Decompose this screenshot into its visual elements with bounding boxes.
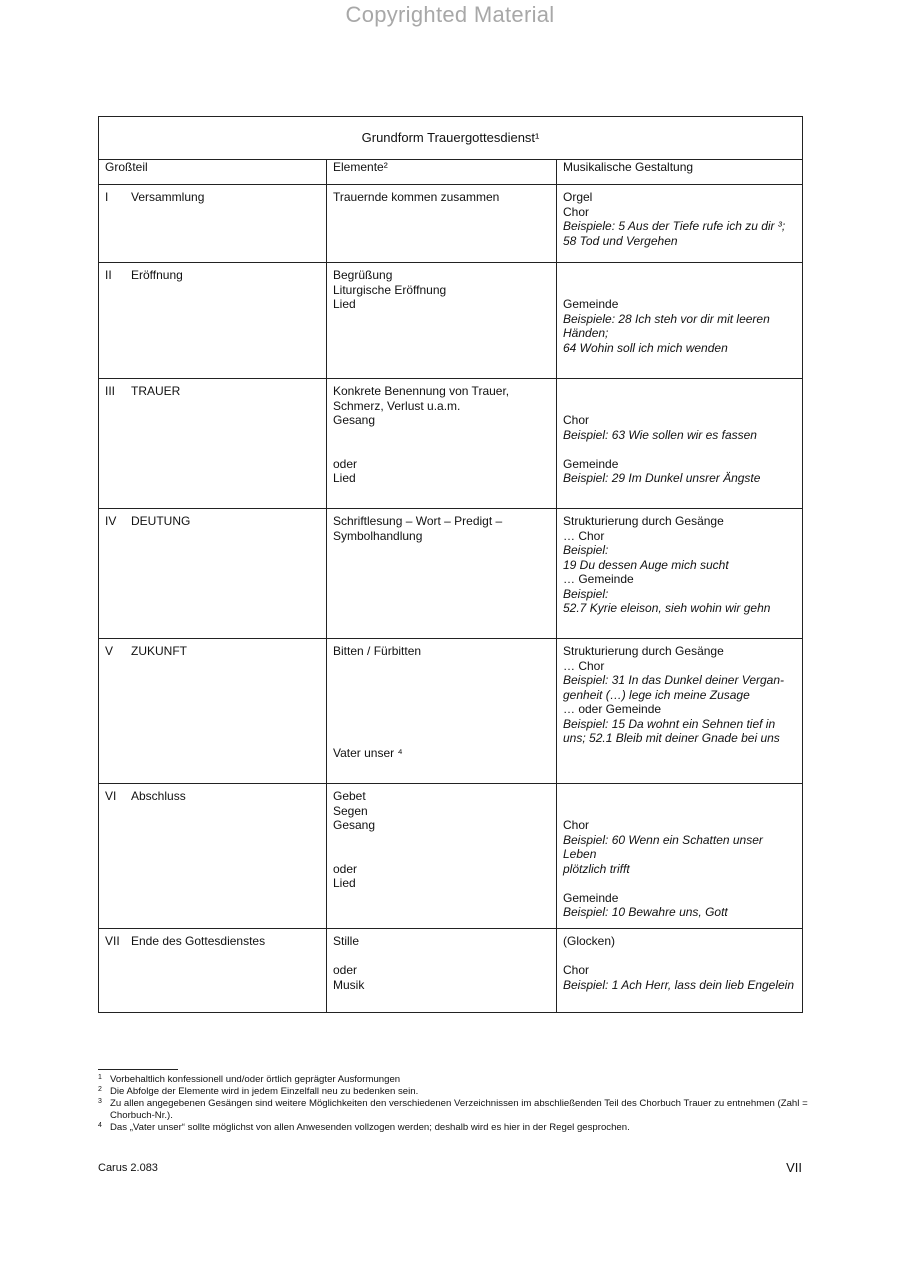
music-line: Strukturierung durch Gesänge <box>563 514 724 528</box>
footnote-text: Vorbehaltlich konfessionell und/oder örtlich geprägter Ausformungen <box>110 1074 401 1085</box>
element-line <box>333 702 550 717</box>
music-cell <box>557 263 803 379</box>
element-line <box>333 949 550 964</box>
music-line: Strukturierung durch Gesänge <box>563 644 724 658</box>
element-line: Vater unser ⁴ <box>333 745 403 760</box>
part-cell <box>99 639 327 784</box>
music-line <box>563 876 796 891</box>
element-line <box>333 442 550 457</box>
music-line: Chor <box>563 204 590 219</box>
header-elements: Elemente² <box>327 160 557 185</box>
footnote-text: Die Abfolge der Elemente wird in jedem Einzelfall neu zu bedenken sein. <box>110 1086 419 1097</box>
part-name: DEUTUNG <box>131 514 191 528</box>
part-name: Abschluss <box>131 789 186 803</box>
service-structure-table <box>98 116 803 1013</box>
part-number: VII <box>105 934 120 948</box>
music-cell <box>557 509 803 639</box>
part-cell <box>99 509 327 639</box>
element-line: Lied <box>333 471 356 485</box>
part-cell <box>99 929 327 1013</box>
music-line: genheit (…) lege ich meine Zusage <box>563 687 750 702</box>
element-line: Schriftlesung – Wort – Predigt – <box>333 514 503 528</box>
part-cell <box>99 185 327 263</box>
element-line: oder <box>333 963 358 977</box>
table-row <box>99 929 803 1013</box>
footnote-marker: 1 <box>98 1074 102 1081</box>
part-name: Eröffnung <box>131 268 183 282</box>
part-cell <box>99 379 327 509</box>
page-number: VII <box>786 1160 802 1175</box>
music-line: Chor <box>563 413 590 427</box>
element-line <box>333 833 550 848</box>
element-line: Trauernde kommen zusammen <box>333 190 500 204</box>
music-line: 19 Du dessen Auge mich sucht <box>563 557 729 572</box>
footnote-text: Das „Vater unser“ sollte möglichst von allen Anwesenden vollzogen werden; deshalb wird es hier in der Regel gesprochen. <box>110 1122 630 1133</box>
element-line <box>333 428 550 443</box>
music-line: Chor <box>563 963 590 977</box>
music-line: … Chor <box>563 658 605 673</box>
table-title: Grundform Trauergottesdienst¹ <box>99 117 803 160</box>
footnote <box>98 1074 808 1086</box>
table-row <box>99 639 803 784</box>
element-line: Liturgische Eröffnung <box>333 282 447 297</box>
footnote-marker: 3 <box>98 1098 102 1105</box>
music-line: (Glocken) <box>563 934 616 948</box>
elements-cell <box>327 185 557 263</box>
part-number: V <box>105 644 114 658</box>
music-line: 58 Tod und Vergehen <box>563 233 678 248</box>
table-row <box>99 263 803 379</box>
header-part: Großteil <box>99 160 327 185</box>
table-row <box>99 185 803 263</box>
music-line: Beispiele: 5 Aus der Tiefe rufe ich zu dir ³; <box>563 219 786 233</box>
footnote <box>98 1098 808 1122</box>
part-number: VI <box>105 789 117 803</box>
table-row <box>99 379 803 509</box>
part-number: I <box>105 190 109 204</box>
music-line: Beispiel: 63 Wie sollen wir es fassen <box>563 427 757 442</box>
element-line: oder <box>333 861 358 876</box>
music-line: Beispiel: <box>563 586 609 601</box>
footnote-divider <box>98 1069 178 1070</box>
footnotes <box>98 1074 808 1134</box>
part-name: TRAUER <box>131 384 181 398</box>
footnote-text: Zu allen angegebenen Gesängen sind weitere Möglichkeiten den verschiedenen Verzeichnissen im abschließenden Teil des Chorbuch Trauer zu entnehmen (Zahl = Chorbuch-Nr.). <box>110 1098 808 1121</box>
part-number: III <box>105 384 116 398</box>
music-line: Händen; <box>563 326 609 340</box>
music-cell <box>557 185 803 263</box>
element-line: Gebet <box>333 789 366 803</box>
music-cell <box>557 784 803 929</box>
music-line: Beispiele: 28 Ich steh vor dir mit leeren <box>563 311 770 326</box>
music-line: Beispiel: 10 Bewahre uns, Gott <box>563 905 728 919</box>
music-line: Beispiel: 29 Im Dunkel unsrer Ängste <box>563 471 761 485</box>
music-line: Beispiel: 1 Ach Herr, lass dein lieb Engelein <box>563 977 795 992</box>
elements-cell <box>327 929 557 1013</box>
element-line: Segen <box>333 803 368 818</box>
element-line <box>333 847 550 862</box>
music-line <box>563 399 796 414</box>
music-line: Beispiel: <box>563 543 609 557</box>
music-cell <box>557 639 803 784</box>
element-line: oder <box>333 456 358 471</box>
music-cell <box>557 379 803 509</box>
footnote-marker: 2 <box>98 1086 102 1093</box>
elements-cell <box>327 639 557 784</box>
music-line: Beispiel: 60 Wenn ein Schatten unser Leben <box>563 832 763 861</box>
part-cell <box>99 784 327 929</box>
element-line: Konkrete Benennung von Trauer, <box>333 384 510 398</box>
element-line <box>333 688 550 703</box>
music-line: … Chor <box>563 528 605 543</box>
part-name: ZUKUNFT <box>131 644 187 658</box>
music-line: Gemeinde <box>563 890 619 905</box>
elements-cell <box>327 784 557 929</box>
footnote <box>98 1086 808 1098</box>
part-cell <box>99 263 327 379</box>
footnote-marker: 4 <box>98 1122 102 1129</box>
music-cell <box>557 929 803 1013</box>
music-line <box>563 789 796 804</box>
part-name: Ende des Gottesdienstes <box>131 934 266 948</box>
music-line <box>563 442 796 457</box>
music-line: uns; 52.1 Bleib mit deiner Gnade bei uns <box>563 731 780 745</box>
music-line: … oder Gemeinde <box>563 702 662 716</box>
part-number: II <box>105 268 112 282</box>
element-line: Bitten / Fürbitten <box>333 644 422 658</box>
music-line <box>563 804 796 819</box>
element-line: Stille <box>333 934 360 948</box>
table-row <box>99 509 803 639</box>
music-line <box>563 384 796 399</box>
element-line <box>333 659 550 674</box>
music-line: Gemeinde <box>563 297 619 311</box>
element-line: Gesang <box>333 413 376 427</box>
element-line: Lied <box>333 876 356 890</box>
footnote <box>98 1122 808 1134</box>
copyright-watermark: Copyrighted Material <box>345 2 555 27</box>
element-line: Gesang <box>333 818 376 832</box>
table-row <box>99 784 803 929</box>
element-line: Symbolhandlung <box>333 528 423 543</box>
element-line <box>333 673 550 688</box>
element-line: Begrüßung <box>333 268 393 282</box>
element-line: Musik <box>333 977 365 992</box>
part-name: Versammlung <box>131 190 205 204</box>
elements-cell <box>327 263 557 379</box>
part-number: IV <box>105 514 117 528</box>
music-line: 52.7 Kyrie eleison, sieh wohin wir gehn <box>563 601 771 615</box>
music-line: Orgel <box>563 190 593 204</box>
music-line <box>563 268 796 283</box>
elements-cell <box>327 509 557 639</box>
publisher-number: Carus 2.083 <box>98 1162 158 1174</box>
music-line <box>563 283 796 298</box>
music-line: Chor <box>563 818 590 832</box>
element-line <box>333 717 550 732</box>
element-line <box>333 731 550 746</box>
music-line: … Gemeinde <box>563 572 634 586</box>
music-line <box>563 949 796 964</box>
elements-cell <box>327 379 557 509</box>
header-music: Musikalische Gestaltung <box>557 160 803 185</box>
music-line: 64 Wohin soll ich mich wenden <box>563 340 728 355</box>
element-line: Schmerz, Verlust u.a.m. <box>333 398 461 413</box>
music-line: plötzlich trifft <box>563 861 630 876</box>
music-line: Beispiel: 31 In das Dunkel deiner Vergan- <box>563 673 785 687</box>
element-line: Lied <box>333 297 356 311</box>
music-line: Beispiel: 15 Da wohnt ein Sehnen tief in <box>563 716 776 731</box>
music-line: Gemeinde <box>563 456 619 471</box>
